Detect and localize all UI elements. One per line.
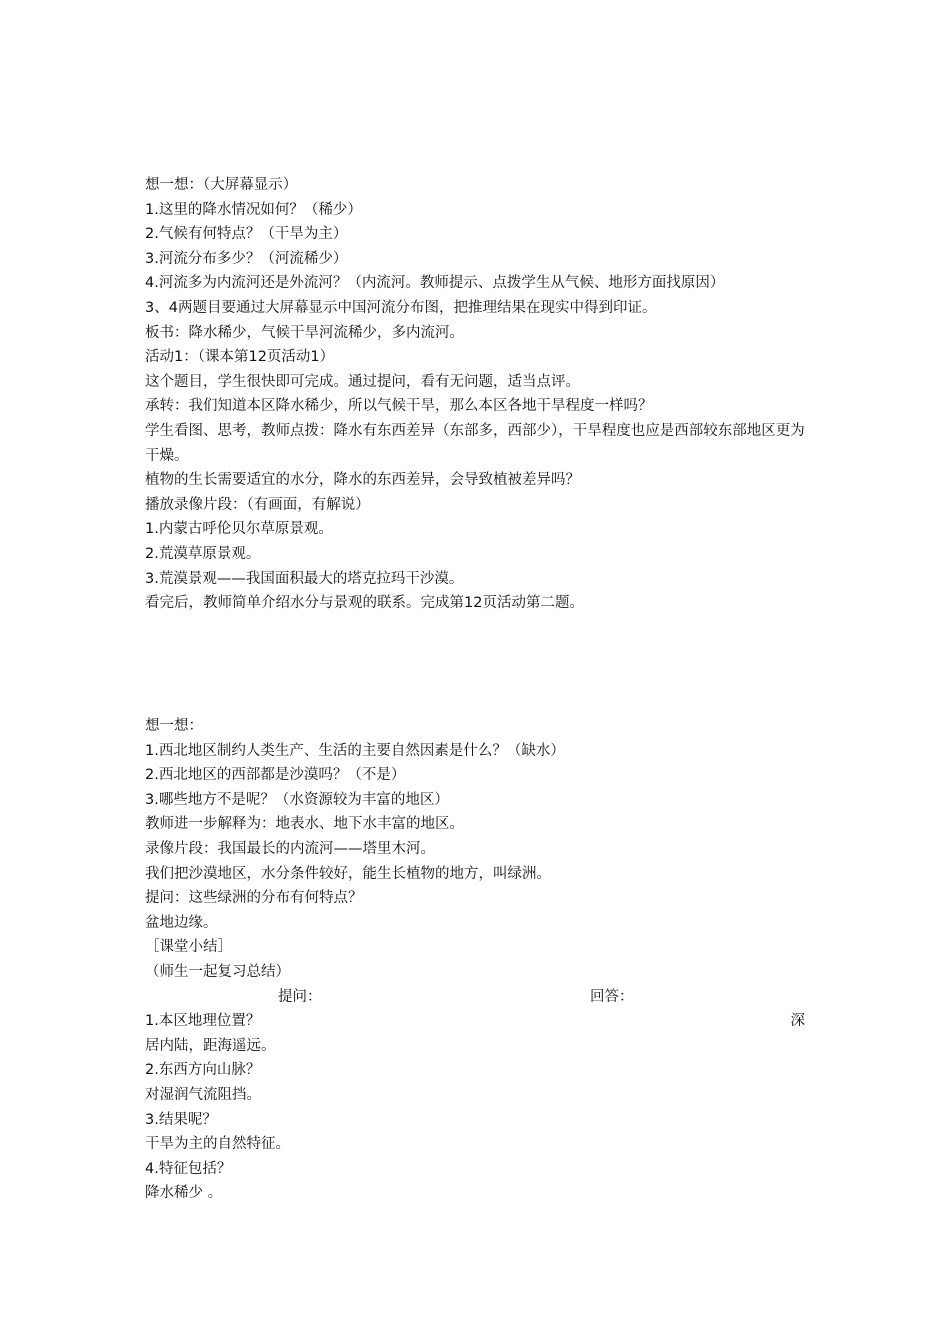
line: 3.荒漠景观——我国面积最大的塔克拉玛干沙漠。 [145,570,464,587]
line: 降水稀少 。 [145,1185,223,1202]
line: 承转：我们知道本区降水稀少，所以气候干旱，那么本区各地干旱程度一样吗？ [145,398,653,415]
line: 活动1：（课本第12页活动1） [145,349,335,366]
line: 提问：这些绿洲的分布有何特点？ [145,890,363,907]
line: 3、4两题目要通过大屏幕显示中国河流分布图，把推理结果在现实中得到印证。 [145,299,657,316]
line: 2.西北地区的西部都是沙漠吗？（不是） [145,767,406,784]
line: 1.这里的降水情况如何？（稀少） [145,201,362,218]
line: 2.气候有何特点？（干旱为主） [145,226,348,243]
line: （师生一起复习总结） [145,963,290,980]
line: 1.西北地区制约人类生产、生活的主要自然因素是什么？（缺水） [145,742,565,759]
answer-1-start: 深 [790,1013,805,1030]
line: 想一想： [145,718,203,734]
line: 教师进一步解释为：地表水、地下水丰富的地区。 [145,816,464,833]
summary-q1-row [145,1009,805,1034]
line: ［课堂小结］ [145,939,232,956]
line: 干旱为主的自然特征。 [145,1136,290,1153]
line: 3.结果呢？ [145,1111,217,1128]
line: 盆地边缘。 [145,914,218,931]
line: 板书：降水稀少，气候干旱河流稀少，多内流河。 [145,324,464,341]
line: 4.特征包括？ [145,1160,232,1177]
line: 1.内蒙古呼伦贝尔草原景观。 [145,521,333,538]
section-1 [145,173,805,616]
line: 看完后，教师简单介绍水分与景观的联系。完成第12页活动第二题。 [145,595,584,612]
line: 4.河流多为内流河还是外流河？（内流河。教师提示、点拨学生从气候、地形方面找原因） [145,275,725,292]
line: 这个题目，学生很快即可完成。通过提问，看有无问题，适当点评。 [145,373,580,390]
line: 学生看图、思考，教师点拨：降水有东西差异（东部多，西部少），干旱程度也应是西部较东部地区更为干燥。 [145,422,805,464]
line: 对湿润气流阻挡。 [145,1086,261,1103]
line: 3.河流分布多少？（河流稀少） [145,250,348,267]
section-2 [145,714,805,1206]
line: 植物的生长需要适宜的水分，降水的东西差异，会导致植被差异吗？ [145,472,580,489]
line: 2.荒漠草原景观。 [145,545,261,562]
line: 2.东西方向山脉？ [145,1062,261,1079]
line: 想一想：（大屏幕显示） [145,177,298,193]
line: 我们把沙漠地区，水分条件较好，能生长植物的地方，叫绿洲。 [145,865,551,882]
summary-qa-header [145,985,805,1010]
line: 3.哪些地方不是呢？（水资源较为丰富的地区） [145,791,449,808]
answer-label: 回答： [590,988,634,1005]
question-label: 提问： [278,988,322,1005]
question-1: 1.本区地理位置？ [145,1013,261,1030]
line: 播放录像片段：（有画面，有解说） [145,496,370,513]
line: 录像片段：我国最长的内流河——塔里木河。 [145,840,435,857]
line: 居内陆，距海遥远。 [145,1037,276,1054]
